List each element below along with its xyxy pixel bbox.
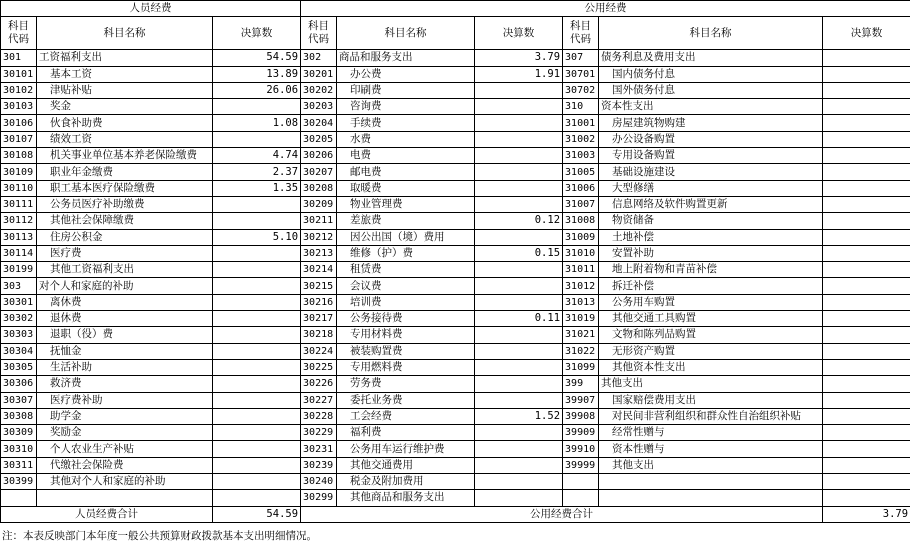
personnel-total-label: 人员经费合计 [1, 506, 213, 522]
table-row [1, 180, 910, 196]
public-name-cell: 经常性赠与 [599, 425, 823, 441]
public-code-cell: 31011 [563, 262, 599, 278]
personnel-amount-cell: 13.89 [213, 66, 301, 82]
personnel-name-cell: 公务员医疗补助缴费 [37, 196, 213, 212]
personnel-code-cell: 30106 [1, 115, 37, 131]
public-code-cell: 30208 [301, 180, 337, 196]
table-row [1, 490, 910, 506]
public-header: 公用经费 [301, 1, 910, 17]
public-amount-cell [823, 294, 910, 310]
personnel-amount-cell: 26.06 [213, 82, 301, 98]
table-row [1, 50, 910, 66]
personnel-name-cell: 其他对个人和家庭的补助 [37, 474, 213, 490]
public-name-cell: 无形资产购置 [599, 343, 823, 359]
personnel-amount-cell [213, 425, 301, 441]
public-code-cell: 30239 [301, 457, 337, 473]
public-name-cell: 办公设备购置 [599, 131, 823, 147]
public-code-cell: 31021 [563, 327, 599, 343]
public-code-cell: 30299 [301, 490, 337, 506]
public-code-cell: 31005 [563, 164, 599, 180]
public-name-cell: 被装购置费 [337, 343, 475, 359]
personnel-amount-cell [213, 262, 301, 278]
personnel-amount-cell: 1.08 [213, 115, 301, 131]
personnel-amount-cell [213, 131, 301, 147]
public-name-cell: 办公费 [337, 66, 475, 82]
public-amount-cell [823, 213, 910, 229]
personnel-name-cell: 伙食补助费 [37, 115, 213, 131]
public-amount-cell [823, 425, 910, 441]
personnel-code-cell: 30108 [1, 148, 37, 164]
public-amount-cell [475, 164, 563, 180]
personnel-amount-cell [213, 311, 301, 327]
public-amount-cell [475, 278, 563, 294]
public-code-cell: 31001 [563, 115, 599, 131]
public-code-cell: 30213 [301, 245, 337, 261]
personnel-name-cell: 退休费 [37, 311, 213, 327]
public-code-cell: 31099 [563, 359, 599, 375]
public-amount-cell [475, 327, 563, 343]
public-amount-cell: 0.15 [475, 245, 563, 261]
public-name-cell: 印刷费 [337, 82, 475, 98]
public-amount-cell [475, 392, 563, 408]
personnel-name-cell: 津贴补贴 [37, 82, 213, 98]
personnel-name-cell: 绩效工资 [37, 131, 213, 147]
public-name-cell: 信息网络及软件购置更新 [599, 196, 823, 212]
personnel-amount-cell [213, 278, 301, 294]
public-amount-cell [475, 115, 563, 131]
public-name-cell: 基础设施建设 [599, 164, 823, 180]
personnel-amount-cell [213, 359, 301, 375]
code-header: 科目代码 [563, 17, 599, 50]
personnel-code-cell: 30102 [1, 82, 37, 98]
public-code-cell: 31009 [563, 229, 599, 245]
public-amount-cell [823, 164, 910, 180]
table-row [1, 115, 910, 131]
public-name-cell: 其他商品和服务支出 [337, 490, 475, 506]
public-name-cell [599, 490, 823, 506]
public-name-cell: 土地补偿 [599, 229, 823, 245]
public-name-cell: 文物和陈列品购置 [599, 327, 823, 343]
public-name-cell: 劳务费 [337, 376, 475, 392]
public-amount-cell [475, 99, 563, 115]
footnote: 注：本表反映部门本年度一般公共预算财政拨款基本支出明细情况。 [2, 530, 317, 542]
public-code-cell: 30214 [301, 262, 337, 278]
public-amount-cell [823, 82, 910, 98]
personnel-code-cell: 30110 [1, 180, 37, 196]
public-code-cell: 30226 [301, 376, 337, 392]
public-amount-cell [823, 245, 910, 261]
table-row [1, 441, 910, 457]
personnel-amount-cell [213, 99, 301, 115]
table-row [1, 245, 910, 261]
table-row [1, 131, 910, 147]
public-code-cell: 30227 [301, 392, 337, 408]
public-name-cell [599, 474, 823, 490]
personnel-code-cell: 30301 [1, 294, 37, 310]
personnel-code-cell: 30107 [1, 131, 37, 147]
public-name-cell: 债务利息及费用支出 [599, 50, 823, 66]
personnel-code-cell: 30113 [1, 229, 37, 245]
personnel-amount-cell [213, 408, 301, 424]
public-code-cell: 30207 [301, 164, 337, 180]
personnel-name-cell: 个人农业生产补贴 [37, 441, 213, 457]
public-name-cell: 其他交通费用 [337, 457, 475, 473]
table-row [1, 359, 910, 375]
personnel-name-cell: 代缴社会保险费 [37, 457, 213, 473]
public-name-cell: 拆迁补偿 [599, 278, 823, 294]
public-amount-cell [823, 115, 910, 131]
public-code-cell: 30225 [301, 359, 337, 375]
public-name-cell: 物资储备 [599, 213, 823, 229]
public-amount-cell [823, 327, 910, 343]
public-code-cell: 31003 [563, 148, 599, 164]
personnel-amount-cell [213, 490, 301, 506]
public-code-cell: 39907 [563, 392, 599, 408]
personnel-amount-cell: 5.10 [213, 229, 301, 245]
public-amount-cell: 0.11 [475, 311, 563, 327]
public-name-cell: 培训费 [337, 294, 475, 310]
personnel-code-cell: 30311 [1, 457, 37, 473]
public-code-cell: 30218 [301, 327, 337, 343]
public-total-amount: 3.79 [823, 506, 910, 522]
public-amount-cell [475, 425, 563, 441]
personnel-code-cell: 30310 [1, 441, 37, 457]
personnel-code-cell: 30112 [1, 213, 37, 229]
personnel-amount-cell [213, 213, 301, 229]
table-row [1, 164, 910, 180]
public-name-cell: 其他支出 [599, 376, 823, 392]
public-amount-cell [823, 50, 910, 66]
personnel-code-cell: 30101 [1, 66, 37, 82]
public-name-cell: 资本性支出 [599, 99, 823, 115]
public-amount-cell [475, 490, 563, 506]
public-amount-cell [823, 148, 910, 164]
public-amount-cell [823, 392, 910, 408]
table-row [1, 408, 910, 424]
personnel-code-cell: 301 [1, 50, 37, 66]
public-amount-cell [823, 262, 910, 278]
public-code-cell: 30205 [301, 131, 337, 147]
personnel-code-cell: 30199 [1, 262, 37, 278]
table-row [1, 262, 910, 278]
public-amount-cell [823, 229, 910, 245]
personnel-code-cell: 30308 [1, 408, 37, 424]
personnel-code-cell: 30114 [1, 245, 37, 261]
public-name-cell: 公务用车运行维护费 [337, 441, 475, 457]
public-code-cell: 31006 [563, 180, 599, 196]
public-code-cell: 30231 [301, 441, 337, 457]
public-code-cell: 39908 [563, 408, 599, 424]
public-name-cell: 房屋建筑物购建 [599, 115, 823, 131]
public-name-cell: 其他支出 [599, 457, 823, 473]
personnel-name-cell: 对个人和家庭的补助 [37, 278, 213, 294]
personnel-amount-cell [213, 343, 301, 359]
personnel-name-cell: 基本工资 [37, 66, 213, 82]
public-name-cell: 物业管理费 [337, 196, 475, 212]
public-amount-cell [823, 66, 910, 82]
code-header: 科目代码 [1, 17, 37, 50]
public-code-cell: 30211 [301, 213, 337, 229]
table-row [1, 229, 910, 245]
public-code-cell: 39910 [563, 441, 599, 457]
personnel-amount-cell: 1.35 [213, 180, 301, 196]
public-name-cell: 邮电费 [337, 164, 475, 180]
table-row [1, 66, 910, 82]
public-code-cell: 30702 [563, 82, 599, 98]
public-code-cell: 30209 [301, 196, 337, 212]
personnel-code-cell: 30109 [1, 164, 37, 180]
public-code-cell: 30224 [301, 343, 337, 359]
personnel-amount-cell [213, 474, 301, 490]
personnel-code-cell: 30399 [1, 474, 37, 490]
personnel-code-cell: 30304 [1, 343, 37, 359]
public-code-cell: 302 [301, 50, 337, 66]
public-code-cell [563, 490, 599, 506]
table-row [1, 99, 910, 115]
public-amount-cell [475, 180, 563, 196]
personnel-name-cell: 其他社会保障缴费 [37, 213, 213, 229]
personnel-name-cell: 其他工资福利支出 [37, 262, 213, 278]
public-amount-cell [823, 408, 910, 424]
public-amount-cell [823, 490, 910, 506]
name-header: 科目名称 [337, 17, 475, 50]
personnel-amount-cell: 2.37 [213, 164, 301, 180]
table-row [1, 82, 910, 98]
public-amount-cell [823, 474, 910, 490]
public-code-cell: 30201 [301, 66, 337, 82]
table-row [1, 392, 910, 408]
public-amount-cell [823, 99, 910, 115]
personnel-total-amount: 54.59 [213, 506, 301, 522]
personnel-name-cell: 职业年金缴费 [37, 164, 213, 180]
public-name-cell: 维修（护）费 [337, 245, 475, 261]
public-amount-cell [475, 131, 563, 147]
public-amount-cell [475, 262, 563, 278]
table-row [1, 311, 910, 327]
personnel-amount-cell [213, 376, 301, 392]
public-name-cell: 咨询费 [337, 99, 475, 115]
personnel-amount-cell [213, 392, 301, 408]
personnel-name-cell: 救济费 [37, 376, 213, 392]
public-amount-cell: 3.79 [475, 50, 563, 66]
public-code-cell: 30229 [301, 425, 337, 441]
table-row [1, 376, 910, 392]
public-name-cell: 委托业务费 [337, 392, 475, 408]
amount-header: 决算数 [213, 17, 301, 50]
personnel-code-cell [1, 490, 37, 506]
public-amount-cell [823, 131, 910, 147]
personnel-amount-cell: 54.59 [213, 50, 301, 66]
public-name-cell: 大型修缮 [599, 180, 823, 196]
public-name-cell: 手续费 [337, 115, 475, 131]
personnel-code-cell: 30307 [1, 392, 37, 408]
public-name-cell: 国家赔偿费用支出 [599, 392, 823, 408]
public-amount-cell [475, 474, 563, 490]
personnel-code-cell: 30309 [1, 425, 37, 441]
public-code-cell: 31019 [563, 311, 599, 327]
personnel-name-cell: 医疗费补助 [37, 392, 213, 408]
public-amount-cell [475, 148, 563, 164]
table-row [1, 278, 910, 294]
public-name-cell: 对民间非营利组织和群众性自治组织补贴 [599, 408, 823, 424]
table-row [1, 213, 910, 229]
public-name-cell: 商品和服务支出 [337, 50, 475, 66]
public-code-cell: 31022 [563, 343, 599, 359]
public-amount-cell [823, 311, 910, 327]
public-amount-cell [823, 359, 910, 375]
public-code-cell: 30212 [301, 229, 337, 245]
public-name-cell: 税金及附加费用 [337, 474, 475, 490]
amount-header: 决算数 [823, 17, 910, 50]
public-code-cell: 31013 [563, 294, 599, 310]
public-code-cell: 307 [563, 50, 599, 66]
public-amount-cell [475, 196, 563, 212]
table-row [1, 457, 910, 473]
personnel-name-cell: 住房公积金 [37, 229, 213, 245]
code-header: 科目代码 [301, 17, 337, 50]
public-amount-cell [475, 359, 563, 375]
public-code-cell: 310 [563, 99, 599, 115]
public-code-cell: 30216 [301, 294, 337, 310]
public-amount-cell [475, 82, 563, 98]
public-name-cell: 专用设备购置 [599, 148, 823, 164]
public-amount-cell: 1.91 [475, 66, 563, 82]
public-code-cell: 30240 [301, 474, 337, 490]
personnel-amount-cell: 4.74 [213, 148, 301, 164]
personnel-code-cell: 30303 [1, 327, 37, 343]
personnel-amount-cell [213, 441, 301, 457]
public-code-cell: 39999 [563, 457, 599, 473]
public-name-cell: 其他资本性支出 [599, 359, 823, 375]
table-row [1, 425, 910, 441]
public-name-cell: 福利费 [337, 425, 475, 441]
public-name-cell: 国内债务付息 [599, 66, 823, 82]
public-code-cell [563, 474, 599, 490]
public-code-cell: 31010 [563, 245, 599, 261]
public-code-cell: 31012 [563, 278, 599, 294]
personnel-name-cell: 职工基本医疗保险缴费 [37, 180, 213, 196]
table-row [1, 343, 910, 359]
public-amount-cell [475, 229, 563, 245]
personnel-name-cell: 退职（役）费 [37, 327, 213, 343]
table-row [1, 196, 910, 212]
public-name-cell: 工会经费 [337, 408, 475, 424]
public-amount-cell [823, 196, 910, 212]
personnel-code-cell: 30306 [1, 376, 37, 392]
public-amount-cell: 0.12 [475, 213, 563, 229]
personnel-name-cell: 奖金 [37, 99, 213, 115]
public-name-cell: 差旅费 [337, 213, 475, 229]
public-amount-cell [823, 441, 910, 457]
personnel-name-cell: 生活补助 [37, 359, 213, 375]
public-code-cell: 399 [563, 376, 599, 392]
public-code-cell: 31007 [563, 196, 599, 212]
public-amount-cell [475, 376, 563, 392]
public-code-cell: 30203 [301, 99, 337, 115]
public-name-cell: 公务接待费 [337, 311, 475, 327]
public-code-cell: 30217 [301, 311, 337, 327]
public-name-cell: 地上附着物和青苗补偿 [599, 262, 823, 278]
public-name-cell: 公务用车购置 [599, 294, 823, 310]
public-amount-cell [823, 180, 910, 196]
personnel-code-cell: 30103 [1, 99, 37, 115]
personnel-amount-cell [213, 457, 301, 473]
public-name-cell: 租赁费 [337, 262, 475, 278]
public-amount-cell [823, 278, 910, 294]
name-header: 科目名称 [599, 17, 823, 50]
public-amount-cell [475, 343, 563, 359]
public-code-cell: 30206 [301, 148, 337, 164]
personnel-amount-cell [213, 294, 301, 310]
personnel-name-cell [37, 490, 213, 506]
public-amount-cell [475, 294, 563, 310]
public-name-cell: 专用燃料费 [337, 359, 475, 375]
public-amount-cell [823, 457, 910, 473]
public-amount-cell: 1.52 [475, 408, 563, 424]
personnel-name-cell: 工资福利支出 [37, 50, 213, 66]
personnel-name-cell: 抚恤金 [37, 343, 213, 359]
public-amount-cell [823, 343, 910, 359]
public-total-label: 公用经费合计 [301, 506, 823, 522]
personnel-code-cell: 30305 [1, 359, 37, 375]
public-name-cell: 国外债务付息 [599, 82, 823, 98]
personnel-amount-cell [213, 196, 301, 212]
table-row [1, 148, 910, 164]
public-amount-cell [475, 457, 563, 473]
public-name-cell: 会议费 [337, 278, 475, 294]
table-row [1, 294, 910, 310]
public-name-cell: 电费 [337, 148, 475, 164]
public-name-cell: 因公出国（境）费用 [337, 229, 475, 245]
public-name-cell: 取暖费 [337, 180, 475, 196]
public-amount-cell [823, 376, 910, 392]
personnel-name-cell: 机关事业单位基本养老保险缴费 [37, 148, 213, 164]
public-code-cell: 39909 [563, 425, 599, 441]
public-name-cell: 安置补助 [599, 245, 823, 261]
personnel-name-cell: 医疗费 [37, 245, 213, 261]
public-code-cell: 30701 [563, 66, 599, 82]
personnel-amount-cell [213, 327, 301, 343]
personnel-code-cell: 30111 [1, 196, 37, 212]
personnel-header: 人员经费 [1, 1, 301, 17]
personnel-name-cell: 助学金 [37, 408, 213, 424]
public-code-cell: 30228 [301, 408, 337, 424]
personnel-amount-cell [213, 245, 301, 261]
public-code-cell: 30202 [301, 82, 337, 98]
name-header: 科目名称 [37, 17, 213, 50]
personnel-name-cell: 奖励金 [37, 425, 213, 441]
table-row [1, 327, 910, 343]
public-code-cell: 30215 [301, 278, 337, 294]
public-code-cell: 30204 [301, 115, 337, 131]
public-code-cell: 31008 [563, 213, 599, 229]
table-row [1, 474, 910, 490]
personnel-name-cell: 离休费 [37, 294, 213, 310]
personnel-code-cell: 30302 [1, 311, 37, 327]
public-name-cell: 资本性赠与 [599, 441, 823, 457]
personnel-code-cell: 303 [1, 278, 37, 294]
public-name-cell: 其他交通工具购置 [599, 311, 823, 327]
public-name-cell: 专用材料费 [337, 327, 475, 343]
amount-header: 决算数 [475, 17, 563, 50]
public-code-cell: 31002 [563, 131, 599, 147]
public-name-cell: 水费 [337, 131, 475, 147]
public-amount-cell [475, 441, 563, 457]
